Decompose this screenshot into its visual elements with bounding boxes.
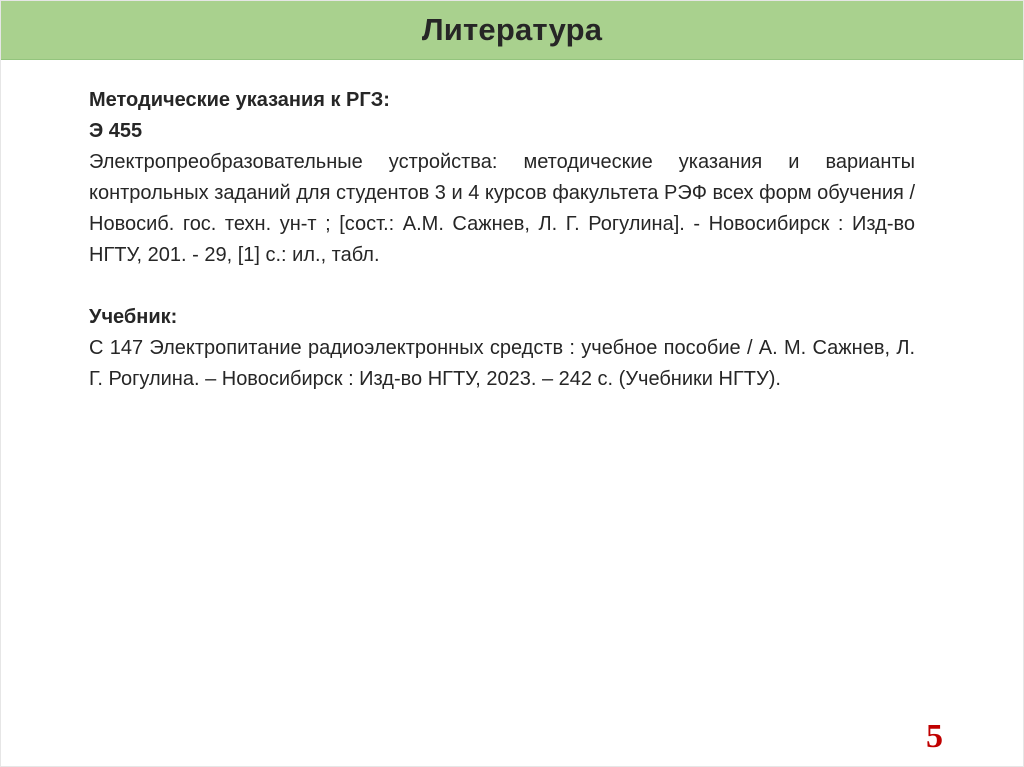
section-spacer [89,271,915,302]
literature-content [89,85,915,395]
slide-title: Литература [421,12,603,47]
guidelines-heading: Методические указания к РГЗ: [89,89,390,111]
guidelines-code: Э 455 [89,120,143,142]
textbook-heading: Учебник: [89,306,178,328]
guidelines-reference: Электропреобразовательные устройства: методические указания и варианты контрольных заданий для студентов 3 и 4 курсов факультета РЭФ всех форм обучения / Новосиб. гос. техн. ун-т ; [сост.: А.М. Сажнев, Л. Г. Рогулина]. - Новосибирск : Изд-во НГТУ, 201. - 29, [1] с.: ил., табл. [89,151,915,266]
page-number: 5 [926,718,943,755]
textbook-reference: С 147 Электропитание радиоэлектронных средств : учебное пособие / А. М. Сажнев, Л. Г. Рогулина. – Новосибирск : Изд-во НГТУ, 2023. – 242 с. (Учебники НГТУ). [89,337,915,390]
title-bar [1,1,1023,60]
